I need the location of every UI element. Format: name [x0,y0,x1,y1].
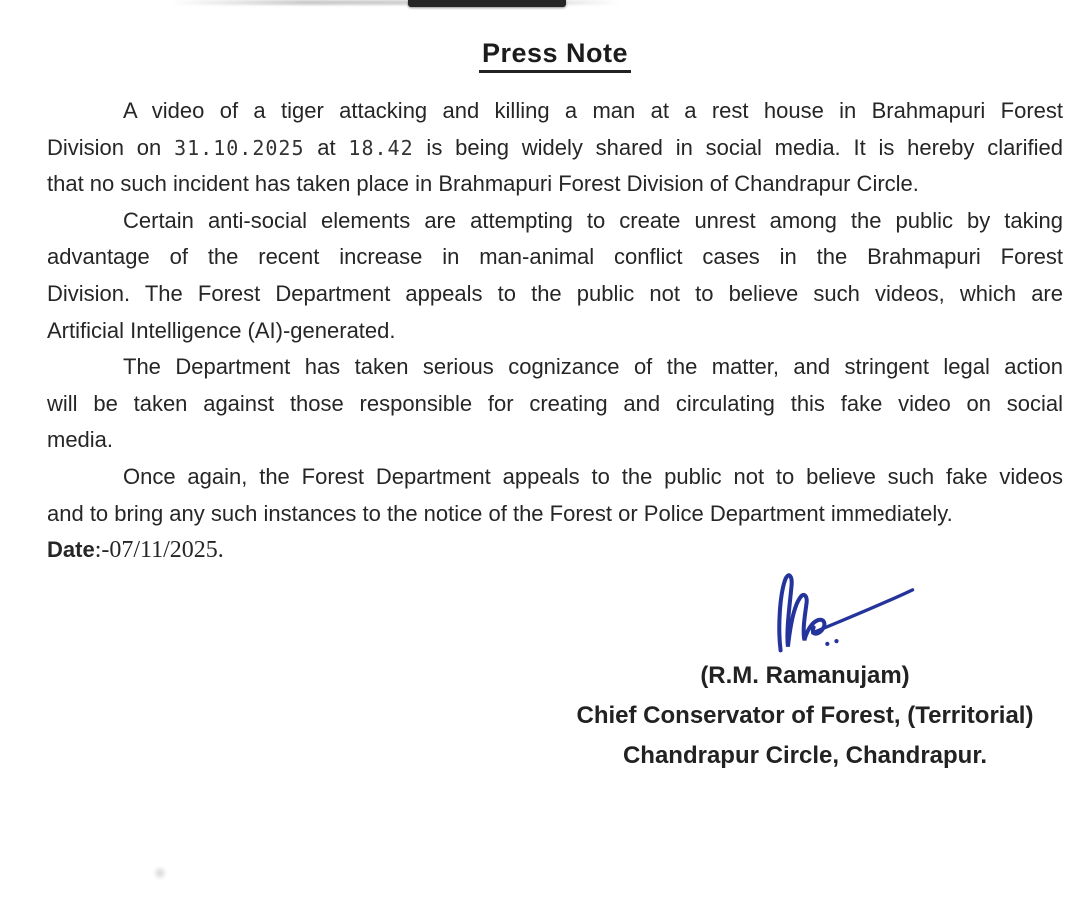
text-segment: Division on [47,134,175,160]
document-title: Press Note [47,38,1063,69]
text-segment: at [304,134,349,160]
text-segment-mono: 31.10.2025 [174,135,305,160]
paragraph-4 [47,459,1063,532]
text-line [47,239,1063,276]
signatory-name: (R.M. Ramanujam) [700,662,910,689]
text-segment: Once again, the Forest Department appeals to the public not to believe such fake videos [123,463,1063,489]
text-line [47,532,1063,569]
text-line [47,422,1063,459]
signatory-office: Chandrapur Circle, Chandrapur. [622,742,988,769]
text-segment: that no such incident has taken place in Brahmapuri Forest Division of Chandrapur Circle. [47,171,919,197]
signature-ink [760,566,935,654]
text-segment: Division. The Forest Department appeals to the public not to believe such videos, which are [47,280,1063,306]
text-segment: advantage of the recent increase in man-animal conflict cases in the Brahmapuri Forest [47,244,1063,270]
text-segment: Certain anti-social elements are attempting to create unrest among the public by taking [123,207,1063,233]
text-segment: The Department has taken serious cognizance of the matter, and stringent legal action [123,354,1063,380]
text-line [47,313,1063,350]
paragraph-3 [47,349,1063,459]
paragraph-2 [47,203,1063,349]
text-line [47,276,1063,313]
text-line [47,349,1063,386]
text-segment: will be taken against those responsible for creating and circulating this fake video on social [47,390,1063,416]
paragraph-5 [47,532,1063,569]
text-segment: is being widely shared in social media. It is hereby clarified [413,134,1063,160]
signatory-designation: Chief Conservator of Forest, (Territorial) [576,702,1034,729]
text-segment: A video of a tiger attacking and killing a man at a rest house in Brahmapuri Forest [123,98,1063,123]
text-segment: Artificial Intelligence (AI)-generated. [47,317,396,343]
text-segment: media. [47,427,114,453]
document-body [47,93,1063,569]
paragraph-1 [47,93,1063,203]
text-segment-mono: 18.42 [348,135,414,160]
text-line [47,93,1063,130]
text-line [47,386,1063,423]
text-line [47,459,1063,496]
text-segment-bold: Date [47,537,95,563]
scan-smudge-artifact [152,866,168,880]
text-line [47,203,1063,240]
text-line [47,130,1063,167]
text-segment-serif: :-07/11/2025. [94,537,224,564]
document-content [47,0,1063,569]
signature-block [558,566,1052,776]
text-line [47,496,1063,533]
text-segment: and to bring any such instances to the notice of the Forest or Police Department immediately. [47,500,953,526]
text-line [47,166,1063,203]
